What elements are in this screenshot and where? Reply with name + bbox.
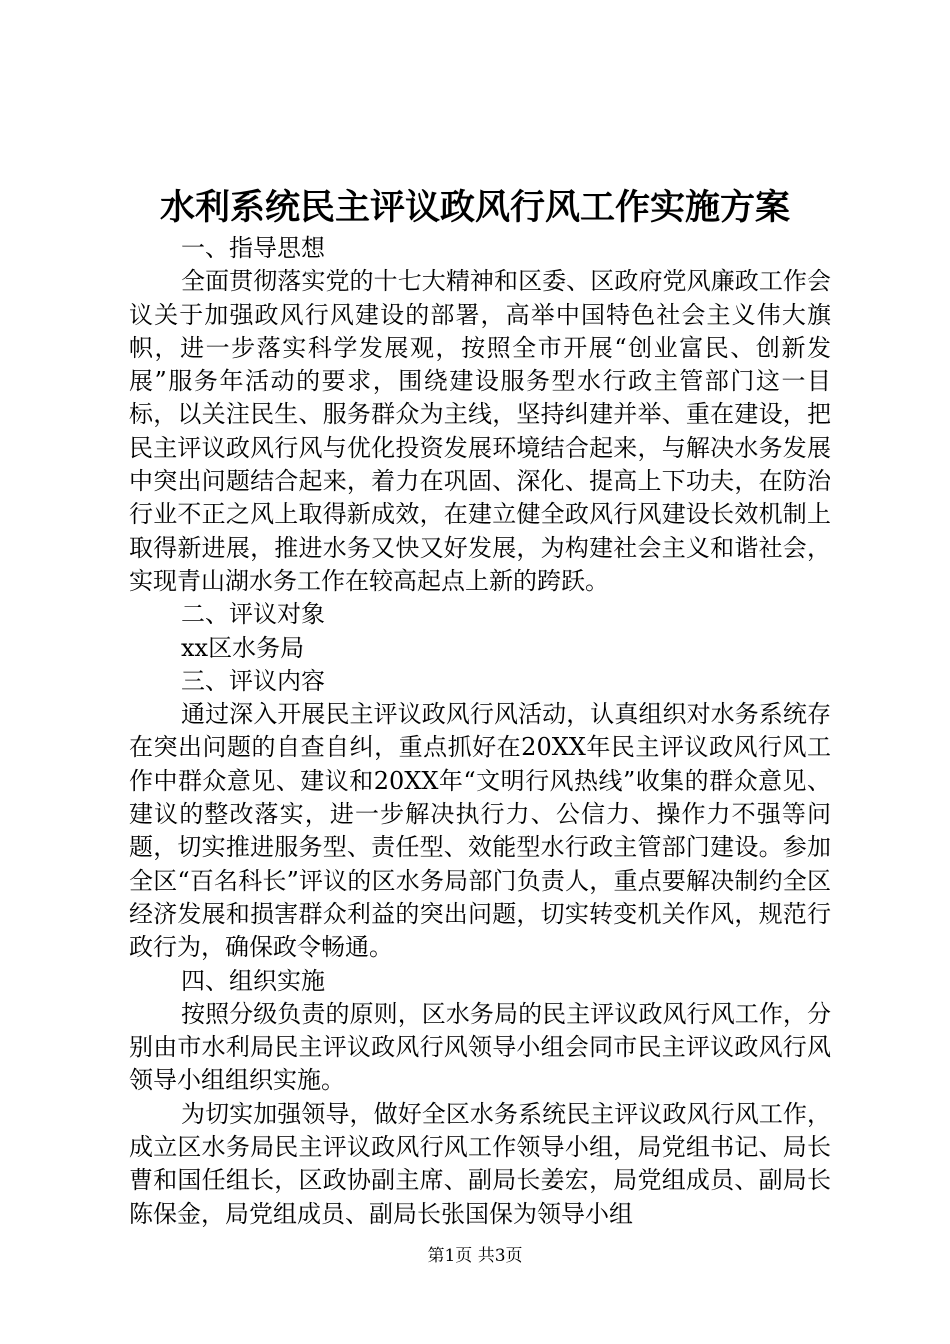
section-heading: 一、指导思想 [181,234,325,262]
paragraph: 按照分级负责的原则，区水务局的民主评议政风行风工作，分别由市水利局民主评议政风行风领导小组会同市民主评议政风行风领导小组组织实施。 [129,999,831,1095]
document-body [129,232,831,1231]
paragraph: 通过深入开展民主评议政风行风活动，认真组织对水务系统存在突出问题的自查自纠，重点抓好在20XX年民主评议政风行风工作中群众意见、建议和20XX年“文明行风热线”收集的群众意见、建议的整改落实，进一步解决执行力、公信力、操作力不强等问题，切实推进服务型、责任型、效能型水行政主管部门建设。参加全区“百名科长”评议的区水务局部门负责人，重点要解决制约全区经济发展和损害群众利益的突出问题，切实转变机关作风，规范行政行为，确保政令畅通。 [129,700,831,962]
paragraph: 全面贯彻落实党的十七大精神和区委、区政府党风廉政工作会议关于加强政风行风建设的部署，高举中国特色社会主义伟大旗帜，进一步落实科学发展观，按照全市开展“创业富民、创新发展”服务年活动的要求，围绕建设服务型水行政主管部门这一目标，以关注民生、服务群众为主线，坚持纠建并举、重在建设，把民主评议政风行风与优化投资发展环境结合起来，与解决水务发展中突出问题结合起来，着力在巩固、深化、提高上下功夫，在防治行业不正之风上取得新成效，在建立健全政风行风建设长效机制上取得新进展，推进水务又快又好发展，为构建社会主义和谐社会，实现青山湖水务工作在较高起点上新的跨跃。 [129,267,831,595]
paragraph: 为切实加强领导，做好全区水务系统民主评议政风行风工作，成立区水务局民主评议政风行风工作领导小组，局党组书记、局长曹和国任组长，区政协副主席、副局长姜宏，局党组成员、副局长陈保金，局党组成员、副局长张国保为领导小组 [129,1099,831,1228]
paragraph: xx区水务局 [181,633,305,662]
section-heading: 四、组织实施 [181,966,325,995]
section-heading: 三、评议内容 [181,666,325,695]
page-footer: 第1页 共3页 [427,1246,523,1266]
section-heading: 二、评议对象 [181,600,325,629]
document-title: 水利系统民主评议政风行风工作实施方案 [159,187,790,228]
